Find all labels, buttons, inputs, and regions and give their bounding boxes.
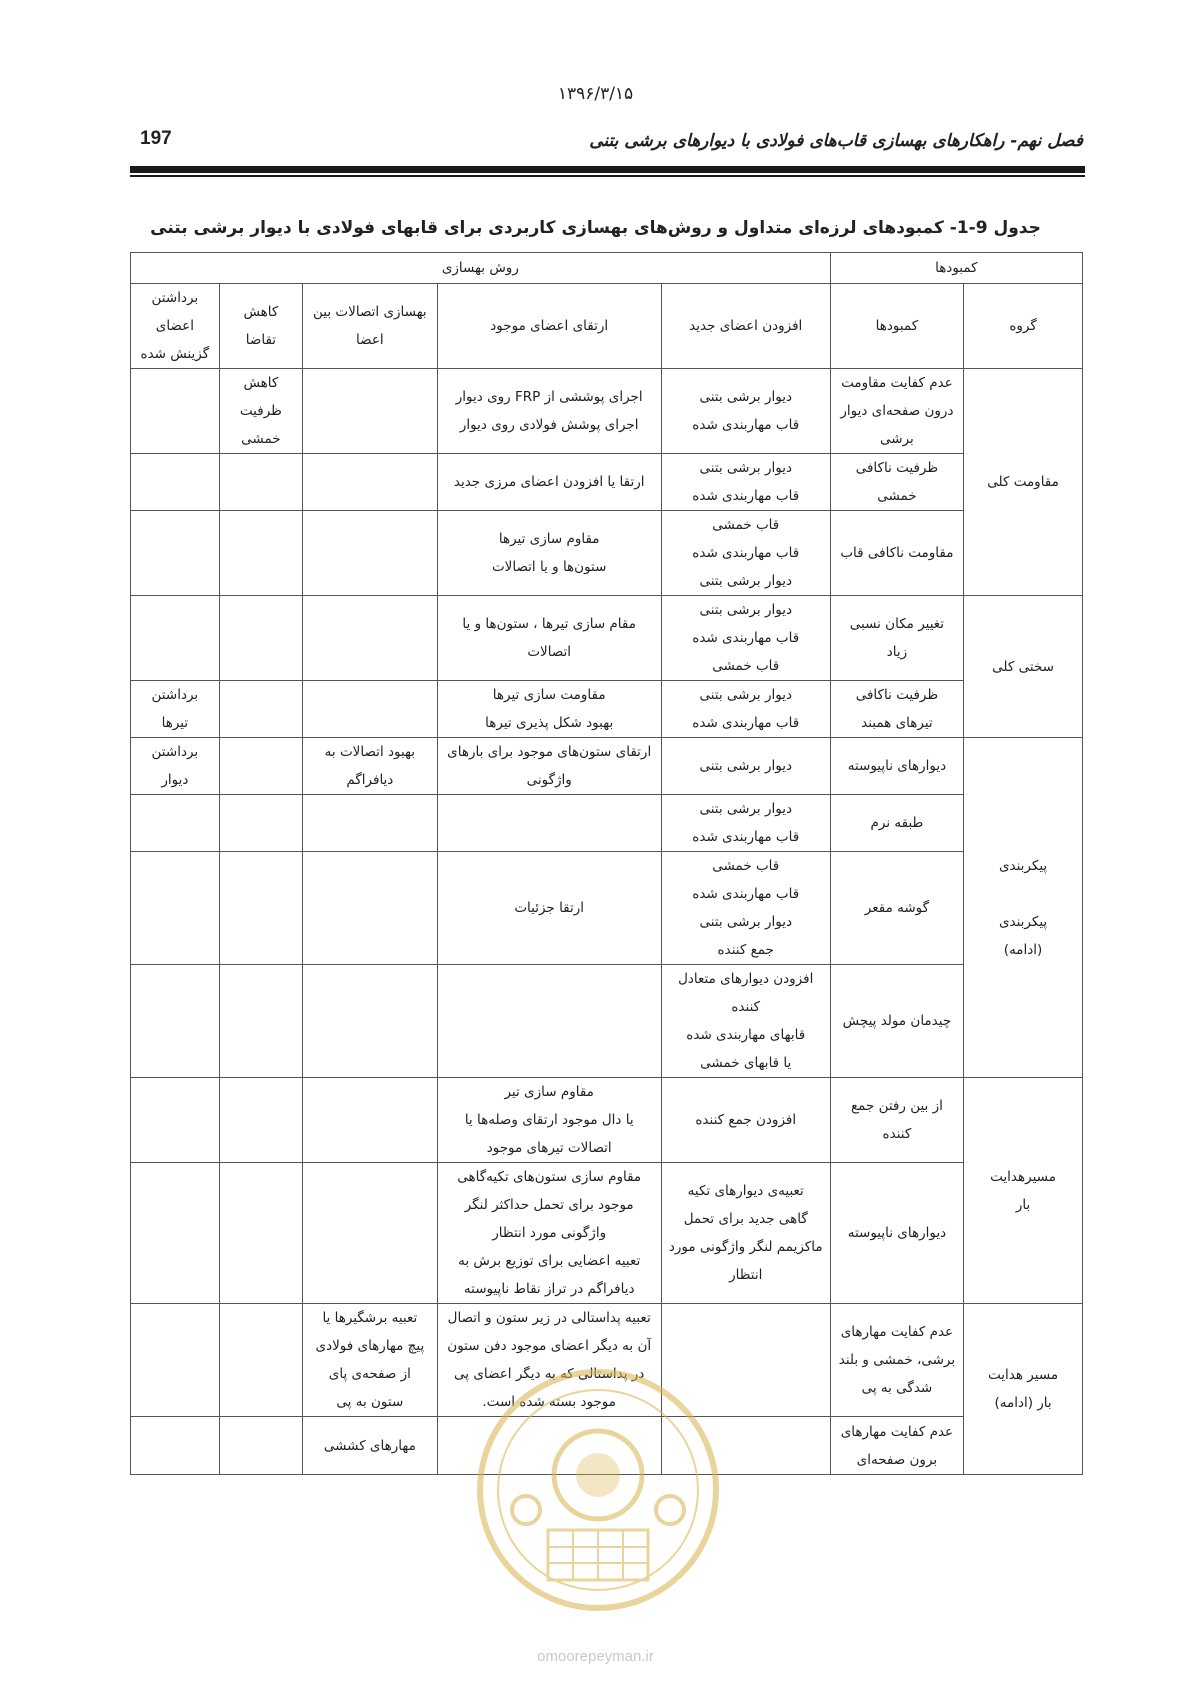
connections-cell: تعبیه برشگیرها یا پیچ مهارهای فولادی از صفحه‌ی پای ستون به پی: [303, 1304, 438, 1417]
table-row: [131, 369, 1083, 454]
add-new-cell: [661, 1304, 830, 1417]
table-header-top: [131, 253, 1083, 284]
reduce-cell: [219, 795, 302, 852]
column-header-connections: بهسازی اتصالات بین اعضا: [303, 284, 438, 369]
table-row: [131, 1078, 1083, 1163]
remove-cell: [131, 795, 220, 852]
table-row: [131, 1163, 1083, 1304]
remove-cell: [131, 454, 220, 511]
deficiency-cell: تغییر مکان نسبی زیاد: [830, 596, 963, 681]
table-row: [131, 596, 1083, 681]
reduce-cell: [219, 454, 302, 511]
chapter-title: فصل نهم- راهکارهای بهسازی قاب‌های فولادی با دیوارهای برشی بتنی: [589, 131, 1083, 151]
deficiency-cell: عدم کفایت مهارهای برشی، خمشی و بلند شدگی به پی: [830, 1304, 963, 1417]
group-cell: سختی کلی: [964, 596, 1083, 738]
add-new-cell: افزودن دیوارهای متعادل کننده قابهای مهاربندی شده یا قابهای خمشی: [661, 965, 830, 1078]
remove-cell: [131, 511, 220, 596]
reduce-cell: [219, 1163, 302, 1304]
remove-cell: [131, 596, 220, 681]
header-rule-thin: [130, 175, 1085, 177]
remove-cell: [131, 1163, 220, 1304]
reduce-cell: [219, 1304, 302, 1417]
add-new-cell: دیوار برشی بتنی قاب مهاربندی شده قاب خمشی: [661, 596, 830, 681]
table-row: [131, 1417, 1083, 1475]
connections-cell: بهبود اتصالات به دیافراگم: [303, 738, 438, 795]
group-cell: مسیر هدایت بار (ادامه): [964, 1304, 1083, 1475]
column-header-deficiency: کمبودها: [830, 284, 963, 369]
table-row: [131, 965, 1083, 1078]
add-new-cell: دیوار برشی بتنی: [661, 738, 830, 795]
deficiency-cell: از بین رفتن جمع کننده: [830, 1078, 963, 1163]
reduce-cell: [219, 738, 302, 795]
connections-cell: [303, 1163, 438, 1304]
add-new-cell: قاب خمشی قاب مهاربندی شده دیوار برشی بتنی جمع کننده: [661, 852, 830, 965]
reduce-cell: کاهش ظرفیت خمشی: [219, 369, 302, 454]
column-header-reduce: کاهش تقاضا: [219, 284, 302, 369]
reduce-cell: [219, 511, 302, 596]
upgrade-cell: [437, 795, 661, 852]
column-header-upgrade: ارتقای اعضای موجود: [437, 284, 661, 369]
connections-cell: [303, 795, 438, 852]
connections-cell: [303, 596, 438, 681]
upgrade-cell: ارتقای ستون‌های موجود برای بارهای واژگونی: [437, 738, 661, 795]
remove-cell: [131, 965, 220, 1078]
add-new-cell: دیوار برشی بتنی قاب مهاربندی شده: [661, 795, 830, 852]
reduce-cell: [219, 965, 302, 1078]
header-retrofit-method: روش بهسازی: [131, 253, 831, 284]
connections-cell: مهارهای کششی: [303, 1417, 438, 1475]
add-new-cell: تعبیه‌ی دیوارهای تکیه گاهی جدید برای تحمل ماکزیمم لنگر واژگونی مورد انتظار: [661, 1163, 830, 1304]
deficiency-cell: ظرفیت ناکافی تیرهای همبند: [830, 681, 963, 738]
connections-cell: [303, 681, 438, 738]
upgrade-cell: [437, 965, 661, 1078]
watermark-site-text: omoorepeyman.ir: [537, 1648, 654, 1665]
column-header-group: گروه: [964, 284, 1083, 369]
deficiency-cell: ظرفیت ناکافی خمشی: [830, 454, 963, 511]
table-row: [131, 852, 1083, 965]
connections-cell: [303, 1078, 438, 1163]
reduce-cell: [219, 681, 302, 738]
connections-cell: [303, 454, 438, 511]
header-rule-thick: [130, 166, 1085, 173]
add-new-cell: قاب خمشی قاب مهاربندی شده دیوار برشی بتنی: [661, 511, 830, 596]
table-header-columns: [131, 284, 1083, 369]
upgrade-cell: مقاوم سازی تیرها ستون‌ها و یا اتصالات: [437, 511, 661, 596]
connections-cell: [303, 369, 438, 454]
page-date: ۱۳۹۶/۳/۱۵: [557, 84, 634, 104]
table-row: [131, 511, 1083, 596]
page-number: 197: [140, 128, 172, 149]
deficiency-cell: چیدمان مولد پیچش: [830, 965, 963, 1078]
remove-cell: [131, 1417, 220, 1475]
add-new-cell: افزودن جمع کننده: [661, 1078, 830, 1163]
group-cell: مقاومت کلی: [964, 369, 1083, 596]
upgrade-cell: تعبیه پداستالی در زیر ستون و اتصال آن به دیگر اعضای موجود دفن ستون در پداستالی که به دیگر اعضای پی موجود بسته شده است.: [437, 1304, 661, 1417]
add-new-cell: دیوار برشی بتنی قاب مهاربندی شده: [661, 681, 830, 738]
deficiency-cell: مقاومت ناکافی قاب: [830, 511, 963, 596]
deficiency-cell: عدم کفایت مقاومت درون صفحه‌ای دیوار برشی: [830, 369, 963, 454]
connections-cell: [303, 511, 438, 596]
reduce-cell: [219, 1078, 302, 1163]
upgrade-cell: مقام سازی تیرها ، ستون‌ها و یا اتصالات: [437, 596, 661, 681]
add-new-cell: دیوار برشی بتنی قاب مهاربندی شده: [661, 454, 830, 511]
column-header-add-new: افزودن اعضای جدید: [661, 284, 830, 369]
remove-cell: [131, 1304, 220, 1417]
remove-cell: برداشتن دیوار: [131, 738, 220, 795]
remove-cell: [131, 1078, 220, 1163]
upgrade-cell: مقاوم سازی ستون‌های تکیه‌گاهی موجود برای تحمل حداکثر لنگر واژگونی مورد انتظار تعبیه اعضایی برای توزیع برش به دیافراگم در تراز نقاط ناپیوسته: [437, 1163, 661, 1304]
group-cell: مسیرهدایت بار: [964, 1078, 1083, 1304]
header-deficiency-group: کمبودها: [830, 253, 1082, 284]
upgrade-cell: ارتقا یا افزودن اعضای مرزی جدید: [437, 454, 661, 511]
deficiency-cell: دیوارهای ناپیوسته: [830, 738, 963, 795]
reduce-cell: [219, 852, 302, 965]
deficiency-cell: گوشه مقعر: [830, 852, 963, 965]
deficiency-cell: طبقه نرم: [830, 795, 963, 852]
table-row: [131, 738, 1083, 795]
table-row: [131, 454, 1083, 511]
group-cell: پیکربندی پیکربندی (ادامه): [964, 738, 1083, 1078]
reduce-cell: [219, 1417, 302, 1475]
column-header-remove: برداشتن اعضای گزینش شده: [131, 284, 220, 369]
deficiency-cell: عدم کفایت مهارهای برون صفحه‌ای: [830, 1417, 963, 1475]
add-new-cell: دیوار برشی بتنی قاب مهاربندی شده: [661, 369, 830, 454]
table-caption: جدول 9-1- کمبودهای لرزه‌ای متداول و روش‌های بهسازی کاربردی برای قابهای فولادی با دیوار برشی بتنی: [150, 218, 1041, 238]
deficiency-retrofit-table: [130, 252, 1083, 1475]
add-new-cell: [661, 1417, 830, 1475]
table-row: [131, 1304, 1083, 1417]
upgrade-cell: مقاومت سازی تیرها بهبود شکل پذیری تیرها: [437, 681, 661, 738]
table-row: [131, 795, 1083, 852]
upgrade-cell: اجرای پوششی از FRP روی دیوار اجرای پوشش فولادی روی دیوار: [437, 369, 661, 454]
connections-cell: [303, 965, 438, 1078]
table-row: [131, 681, 1083, 738]
reduce-cell: [219, 596, 302, 681]
connections-cell: [303, 852, 438, 965]
remove-cell: [131, 852, 220, 965]
remove-cell: [131, 369, 220, 454]
deficiency-cell: دیوارهای ناپیوسته: [830, 1163, 963, 1304]
upgrade-cell: مقاوم سازی تیر یا دال موجود ارتقای وصله‌ها یا اتصالات تیرهای موجود: [437, 1078, 661, 1163]
upgrade-cell: ارتقا جزئیات: [437, 852, 661, 965]
remove-cell: برداشتن تیرها: [131, 681, 220, 738]
upgrade-cell: [437, 1417, 661, 1475]
